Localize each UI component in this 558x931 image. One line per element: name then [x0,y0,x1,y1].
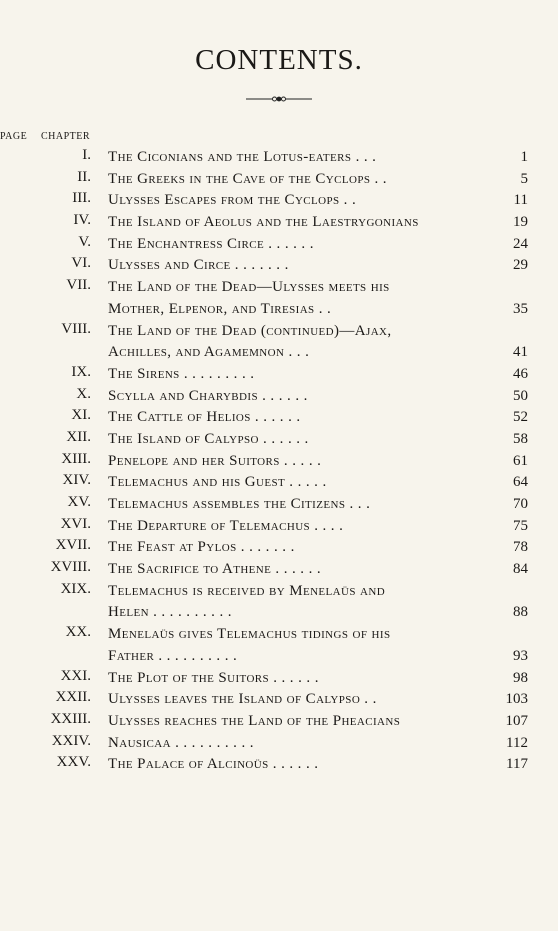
toc-entry [0,558,558,580]
page-number: 84 [513,561,528,578]
chapter-number: XIII. [61,450,91,467]
chapter-number: XX. [65,624,91,641]
chapter-number: XVII. [55,537,91,554]
toc-entry [0,493,558,515]
chapter-title-line: Nausicaa . . . . . . . . . . [108,734,254,751]
toc-entry [0,211,558,233]
toc-entry [0,450,558,472]
toc-entry [0,580,558,623]
page-number: 93 [513,647,528,664]
toc-entry [0,688,558,710]
chapter-title-line: Telemachus and his Guest . . . . . [108,474,327,491]
chapter-title [108,559,504,581]
chapter-number: XVI. [60,515,91,532]
chapter-title-line: The Cattle of Helios . . . . . . [108,409,301,426]
page-number: 70 [513,496,528,513]
toc-entry [0,254,558,276]
page-number: 103 [505,691,528,708]
page-number: 107 [505,712,528,729]
chapter-title-line: The Palace of Alcinoüs . . . . . . [108,756,319,773]
ornament-divider-icon [244,94,314,104]
chapter-number: XXV. [56,754,91,771]
chapter-title [108,624,504,667]
chapter-title-line: The Plot of the Suitors . . . . . . [108,669,319,686]
chapter-title-line: The Feast at Pylos . . . . . . . [108,539,295,556]
chapter-title-line: The Sacrifice to Athene . . . . . . [108,561,322,578]
chapter-title-line: The Departure of Telemachus . . . . [108,517,344,534]
chapter-title-line: The Ciconians and the Lotus-eaters . . . [108,149,377,165]
chapter-number: XXIV. [51,732,91,749]
chapter-title [108,169,504,191]
chapter-number: XXI. [60,667,91,684]
page-number: 1 [520,149,528,165]
chapter-title-line: Helen . . . . . . . . . . [108,604,232,621]
toc-entry [0,536,558,558]
chapter-number: II. [77,168,91,185]
page-number: 88 [513,604,528,621]
toc-entry [0,515,558,537]
page-number: 29 [513,257,528,274]
chapter-number: XVIII. [50,559,91,576]
toc-entry [0,428,558,450]
chapter-title-line: Ulysses Escapes from the Cyclops . . [108,192,357,209]
chapter-title-line: The Land of the Dead (continued)—Ajax, [108,322,392,339]
toc-entry [0,406,558,428]
chapter-title [108,537,504,559]
toc-entry [0,146,558,168]
page-number: 41 [513,344,528,361]
toc-entry [0,189,558,211]
page-number: 98 [513,669,528,686]
page-number: 75 [513,517,528,534]
page-number: 11 [513,192,528,209]
chapter-title [108,321,504,364]
toc-entry [0,667,558,689]
chapter-title [108,147,504,169]
page-number: 5 [520,170,528,187]
chapter-number: XIV. [62,472,91,489]
chapter-number: I. [82,147,91,163]
chapter-column-header: CHAPTER [41,131,91,142]
toc-entry [0,363,558,385]
chapter-number: X. [76,385,91,402]
chapter-title-line: The Enchantress Circe . . . . . . [108,235,314,252]
chapter-title [108,429,504,451]
chapter-title [108,494,504,516]
chapter-title [108,255,504,277]
chapter-title-line: Ulysses reaches the Land of the Pheacians [108,712,401,729]
page-title: CONTENTS. [195,44,363,76]
page-number: 112 [506,734,528,751]
chapter-title [108,212,504,234]
chapter-title [108,234,504,256]
toc-entry [0,320,558,363]
chapter-title [108,472,504,494]
toc-entry [0,168,558,190]
chapter-number: XXIII. [50,710,91,727]
table-of-contents [0,146,558,775]
page-column-header: PAGE [0,131,28,142]
page-number: 52 [513,409,528,426]
toc-entry [0,276,558,319]
chapter-number: XIX. [60,580,91,597]
chapter-number: XV. [67,494,91,511]
chapter-title [108,190,504,212]
page-number: 24 [513,235,528,252]
toc-entry [0,233,558,255]
chapter-title-line: Telemachus is received by Menelaüs and [108,582,386,599]
chapter-title-line: Scylla and Charybdis . . . . . . [108,387,308,404]
chapter-number: IX. [71,363,91,380]
chapter-title-line: Ulysses leaves the Island of Calypso . . [108,691,377,708]
chapter-title-line: Ulysses and Circe . . . . . . . [108,257,289,274]
chapter-title [108,277,504,320]
chapter-title-line: The Sirens . . . . . . . . . [108,365,255,382]
toc-entry [0,623,558,666]
toc-entry [0,753,558,775]
page-number: 64 [513,474,528,491]
toc-entry [0,732,558,754]
toc-entry [0,385,558,407]
chapter-number: III. [72,190,91,207]
chapter-title-line: Penelope and her Suitors . . . . . [108,452,322,469]
page-number: 46 [513,365,528,382]
page-number: 58 [513,430,528,447]
chapter-number: XI. [71,407,91,424]
chapter-title-line: The Island of Aeolus and the Laestrygonians [108,214,419,231]
chapter-title-line: Menelaüs gives Telemachus tidings of his [108,626,391,643]
chapter-title-line: Father . . . . . . . . . . [108,647,238,664]
chapter-title [108,364,504,386]
page-number: 50 [513,387,528,404]
chapter-title-line: The Island of Calypso . . . . . . [108,430,309,447]
chapter-title [108,689,504,711]
chapter-number: XII. [66,428,91,445]
chapter-title [108,386,504,408]
chapter-title [108,754,504,776]
toc-entry [0,710,558,732]
page-number: 19 [513,214,528,231]
chapter-title-line: Achilles, and Agamemnon . . . [108,344,310,361]
chapter-number: VI. [71,255,91,272]
page-number: 117 [506,756,528,773]
chapter-number: IV. [73,212,91,229]
chapter-title [108,711,504,733]
page-number: 78 [513,539,528,556]
toc-entry [0,471,558,493]
chapter-title [108,451,504,473]
chapter-title [108,407,504,429]
chapter-number: XXII. [55,689,91,706]
chapter-number: V. [78,233,91,250]
chapter-title [108,516,504,538]
page-number: 35 [513,300,528,317]
chapter-title-line: Mother, Elpenor, and Tiresias . . [108,300,332,317]
chapter-title [108,733,504,755]
chapter-title-line: Telemachus assembles the Citizens . . . [108,496,371,513]
chapter-title-line: The Greeks in the Cave of the Cyclops . . [108,170,387,187]
chapter-number: VIII. [61,320,91,337]
page-number: 61 [513,452,528,469]
chapter-number: VII. [66,277,91,294]
chapter-title-line: The Land of the Dead—Ulysses meets his [108,279,390,296]
chapter-title [108,668,504,690]
chapter-title [108,581,504,624]
